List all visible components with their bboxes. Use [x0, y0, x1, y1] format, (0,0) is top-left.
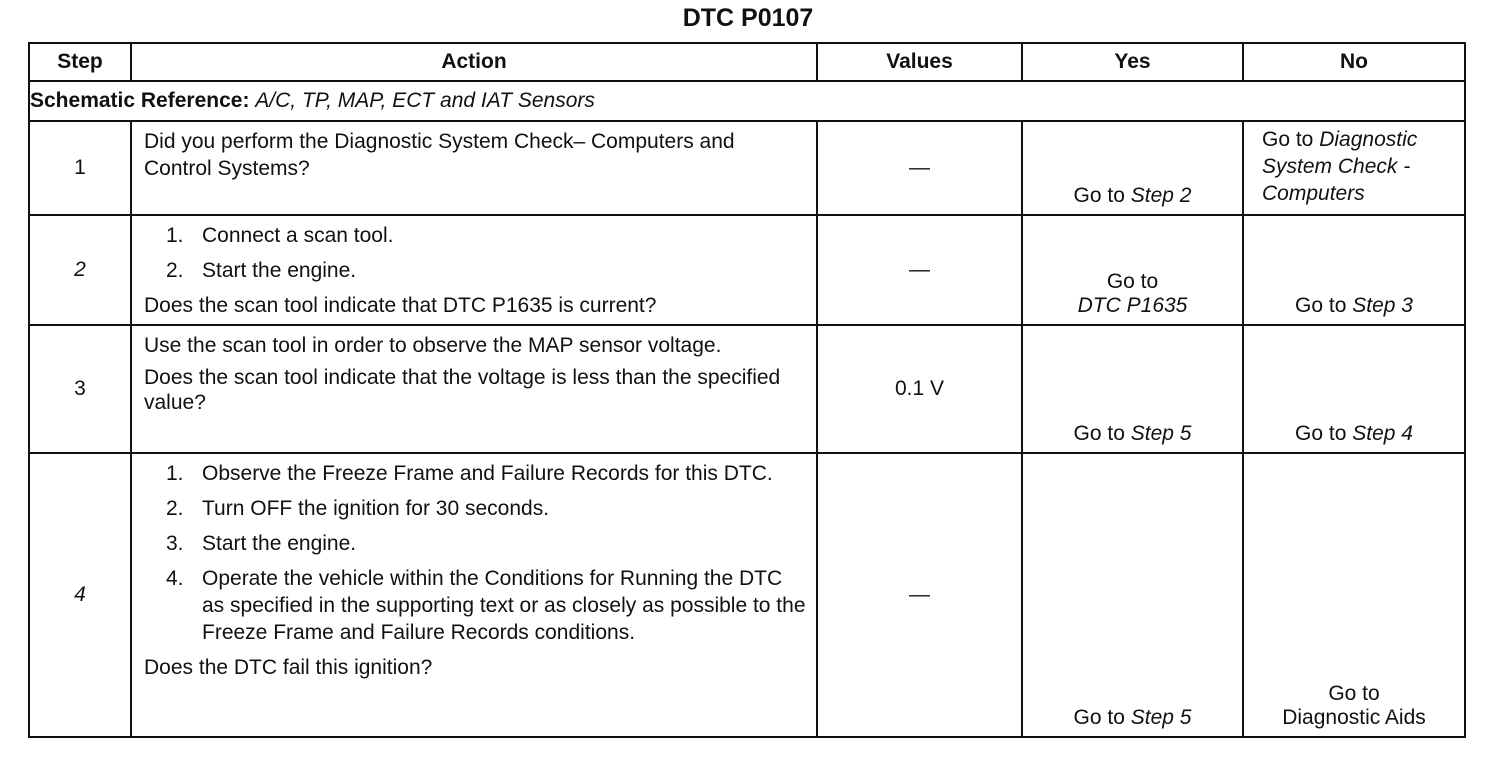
step-number: 2 — [29, 215, 131, 325]
action-text: Did you perform the Diagnostic System Check– Computers and Control Systems? — [144, 130, 735, 180]
no-prefix: Go to — [1295, 422, 1347, 445]
no-link[interactable]: Step 3 — [1352, 294, 1413, 317]
list-item: 2. Turn OFF the ignition for 30 seconds. — [166, 497, 550, 520]
list-item: 4. Operate the vehicle within the Conditions for Running the DTC as specified in the supporting text or as closely as possible to the Freeze Frame and Failure Records conditions. — [166, 567, 806, 644]
value-cell: — — [817, 215, 1022, 325]
yes-link[interactable]: Step 2 — [1130, 184, 1192, 207]
action-list — [144, 222, 808, 284]
list-item: 1. Connect a scan tool. — [166, 224, 394, 247]
action-cell — [131, 453, 817, 737]
table-row — [29, 325, 1465, 453]
list-item: 3. Start the engine. — [166, 532, 357, 555]
list-item: 1. Observe the Freeze Frame and Failure Records for this DTC. — [166, 462, 773, 485]
step-number: 4 — [29, 453, 131, 737]
schematic-label: Schematic Reference: — [30, 89, 250, 112]
table-row — [29, 121, 1465, 215]
list-item-text: Operate the vehicle within the Conditions for Running the DTC as specified in the supporting text or as closely as possible to the Freeze Frame and Failure Records conditions. — [202, 567, 806, 644]
list-item-text: Turn OFF the ignition for 30 seconds. — [202, 497, 550, 520]
yes-prefix: Go to — [1073, 706, 1125, 729]
question-text: Does the scan tool indicate that DTC P1635 is current? — [144, 294, 657, 317]
list-item-text: Observe the Freeze Frame and Failure Records for this DTC. — [202, 462, 773, 485]
schematic-row — [29, 81, 1465, 121]
yes-cell — [1022, 215, 1243, 325]
yes-link[interactable]: Step 5 — [1130, 422, 1192, 445]
yes-prefix: Go to — [1106, 270, 1159, 293]
no-prefix: Go to — [1295, 294, 1347, 317]
list-item-text: Start the engine. — [202, 532, 357, 555]
diagnostic-table — [28, 42, 1466, 738]
list-item: 2. Start the engine. — [166, 259, 357, 282]
no-link[interactable]: Diagnostic Aids — [1282, 706, 1426, 729]
no-cell — [1243, 453, 1465, 737]
schematic-reference — [29, 81, 1465, 121]
value-cell: — — [817, 121, 1022, 215]
action-cell — [131, 121, 817, 215]
yes-link[interactable]: DTC P1635 — [1077, 294, 1188, 317]
table-row — [29, 215, 1465, 325]
schematic-text: A/C, TP, MAP, ECT and IAT Sensors — [255, 89, 595, 112]
no-cell — [1243, 215, 1465, 325]
list-item-text: Connect a scan tool. — [202, 224, 394, 247]
no-link[interactable]: Step 4 — [1352, 422, 1413, 445]
action-text: Use the scan tool in order to observe the MAP sensor voltage. — [144, 334, 722, 357]
table-row — [29, 453, 1465, 737]
question-text: Does the DTC fail this ignition? — [144, 656, 433, 679]
yes-cell — [1022, 121, 1243, 215]
no-prefix: Go to — [1262, 128, 1314, 151]
no-prefix: Go to — [1328, 682, 1380, 705]
page-title: DTC P0107 — [682, 4, 814, 32]
question-text: Does the scan tool indicate that the voltage is less than the specified value? — [144, 366, 781, 414]
header-action: Action — [131, 43, 817, 81]
no-cell — [1243, 325, 1465, 453]
list-item-text: Start the engine. — [202, 259, 357, 282]
value-cell: 0.1 V — [817, 325, 1022, 453]
yes-prefix: Go to — [1073, 422, 1125, 445]
yes-cell — [1022, 453, 1243, 737]
step-number: 1 — [29, 121, 131, 215]
action-cell — [131, 325, 817, 453]
header-step: Step — [29, 43, 131, 81]
no-cell — [1243, 121, 1465, 215]
action-cell — [131, 215, 817, 325]
header-yes: Yes — [1022, 43, 1243, 81]
action-list — [144, 460, 808, 646]
yes-prefix: Go to — [1073, 184, 1125, 207]
step-number: 3 — [29, 325, 131, 453]
header-row — [29, 43, 1465, 81]
value-cell: — — [817, 453, 1022, 737]
no-link[interactable]: Diagnostic System Check - Computers — [1262, 128, 1418, 205]
header-no: No — [1243, 43, 1465, 81]
yes-cell — [1022, 325, 1243, 453]
yes-link[interactable]: Step 5 — [1130, 706, 1192, 729]
header-values: Values — [817, 43, 1022, 81]
